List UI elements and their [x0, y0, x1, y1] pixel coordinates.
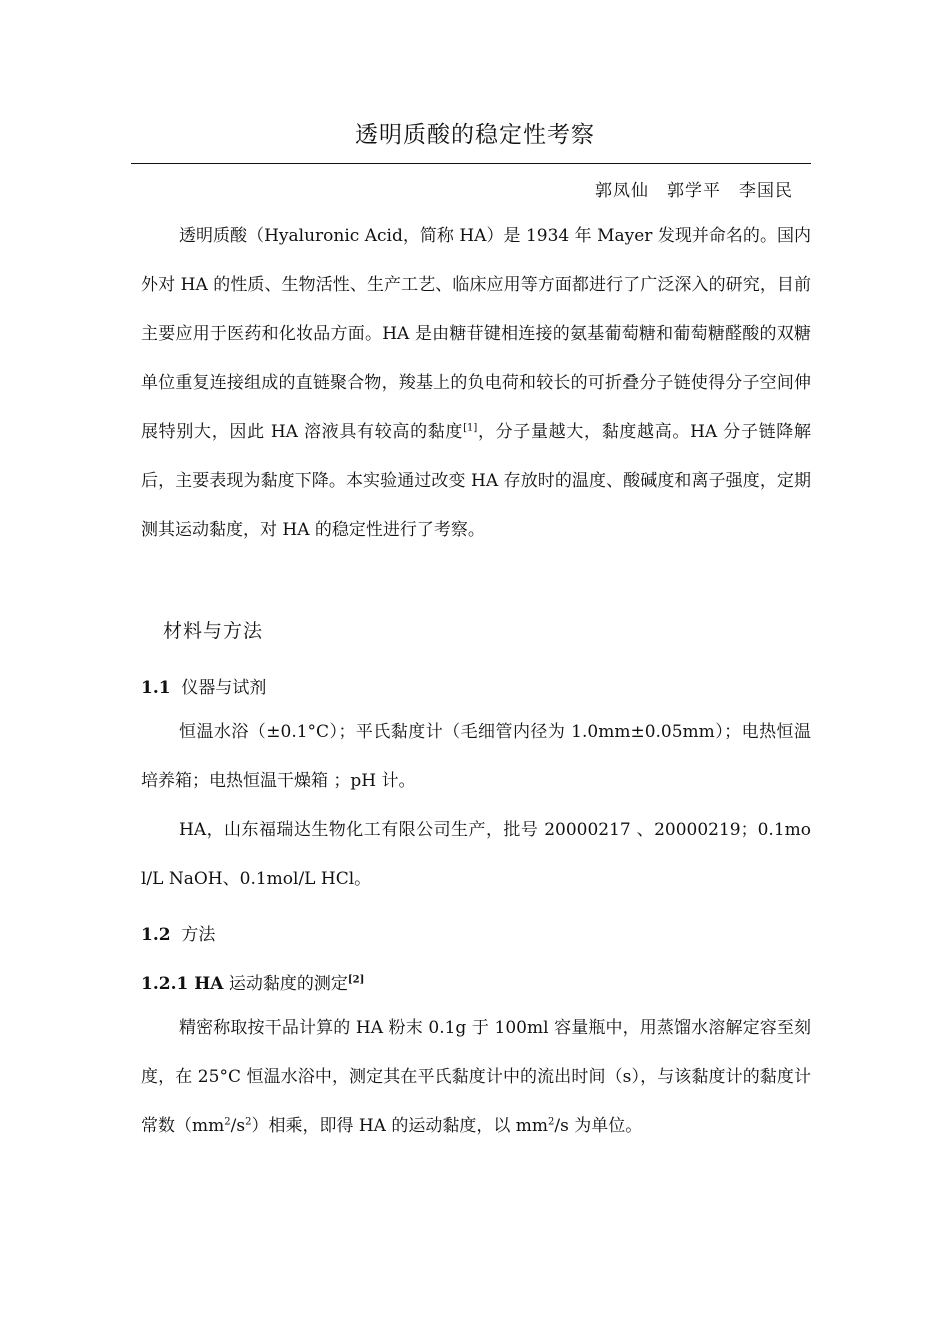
intro-citation: [1]	[463, 422, 478, 434]
subsection-1-2-1-title: 运动黏度的测定	[228, 974, 348, 994]
reagents-paragraph: HA，山东福瑞达生物化工有限公司生产，批号 20000217 、20000219；0.1mol/L NaOH、0.1mol/L HCl。	[141, 820, 811, 889]
subsection-1-2-1-number: 1.2.1 HA	[141, 974, 224, 994]
author-list: 郭凤仙 郭学平 李国民	[595, 181, 793, 201]
method-paragraph	[141, 1004, 811, 1151]
intro-text-part2: ，分子量越大，黏度越高。HA 分子链降解后，主要表现为黏度下降。本实验通过改变 HA 存放时的温度、酸碱度和离子强度，定期测其运动黏度，对 HA 的稳定性进行了考察。	[141, 422, 811, 540]
subsection-1-2-title: 方法	[181, 925, 216, 945]
method-text-part4: /s 为单位。	[554, 1116, 643, 1136]
method-text-part1: 精密称取按干品计算的 HA 粉末 0.1g 于 100ml 容量瓶中，用蒸馏水溶解定容至刻度，在 25°C 恒温水浴中，测定其在平氏黏度计中的流出时间（s），与该黏度计的黏度计常数（mm	[141, 1018, 811, 1136]
instruments-paragraph: 恒温水浴（±0.1°C）；平氏黏度计（毛细管内径为 1.0mm±0.05mm）；电热恒温培养箱；电热恒温干燥箱 ；pH 计。	[141, 722, 811, 791]
method-sup-2: 2	[245, 1116, 252, 1128]
subsection-1-1-heading	[141, 673, 266, 698]
subsection-1-1-number: 1.1	[141, 678, 171, 698]
subsection-1-2-1-citation: [2]	[347, 974, 365, 986]
paper-title: 透明质酸的稳定性考察	[355, 122, 595, 148]
method-sup-1: 2	[224, 1116, 231, 1128]
subsection-1-2-number: 1.2	[141, 925, 171, 945]
method-text-part3: ）相乘，即得 HA 的运动黏度，以 mm	[251, 1116, 549, 1136]
subsection-1-2-heading	[141, 920, 215, 945]
title-rule	[131, 163, 811, 164]
method-sup-3: 2	[548, 1116, 555, 1128]
subsection-1-1-title: 仪器与试剂	[181, 678, 267, 698]
intro-text-part1: 透明质酸（Hyaluronic Acid，简称 HA）是 1934 年 Mayer 发现并命名的。国内外对 HA 的性质、生物活性、生产工艺、临床应用等方面都进行了广泛深入的研究，目前主要应用于医药和化妆品方面。HA 是由糖苷键相连接的氨基葡萄糖和葡萄糖醛酸的双糖单位重复连接组成的直链聚合物，羧基上的负电荷和较长的可折叠分子链使得分子空间伸展特别大，因此 HA 溶液具有较高的黏度	[141, 226, 811, 442]
subsection-1-2-1-heading	[141, 969, 364, 994]
method-text-part2: /s	[230, 1116, 246, 1136]
section-heading: 材料与方法	[163, 620, 264, 642]
intro-paragraph	[141, 212, 811, 555]
